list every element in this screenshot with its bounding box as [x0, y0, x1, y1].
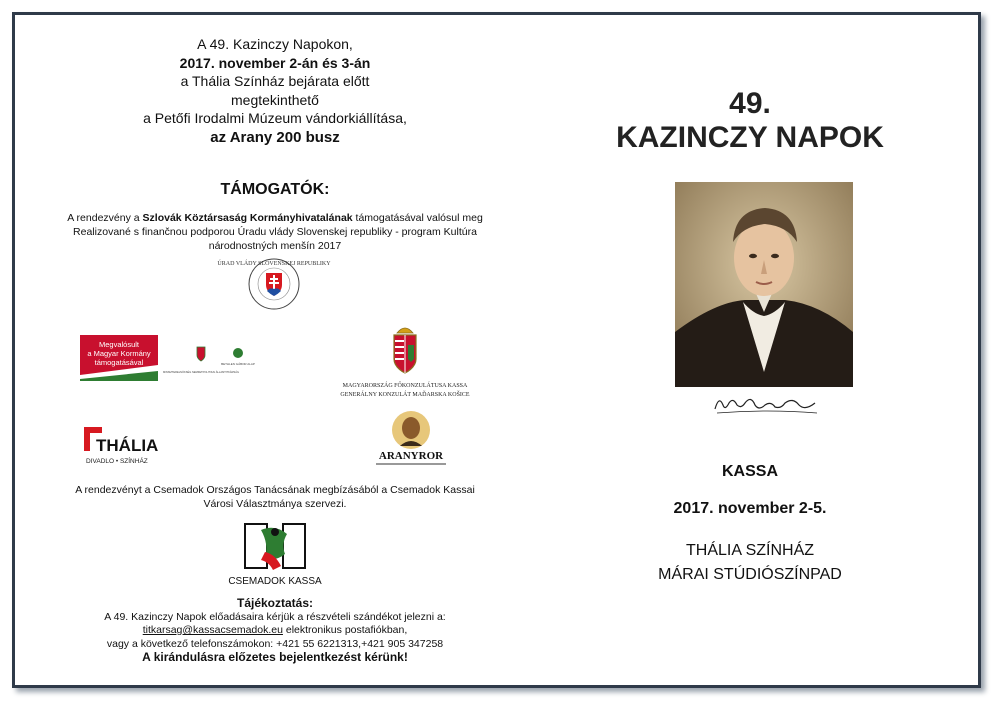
intro-block [40, 35, 510, 148]
aranyror-logo [370, 408, 452, 472]
support-text-a: A rendezvény a [67, 212, 143, 224]
thalia-sub: DIVADLO • SZÍNHÁZ [86, 458, 148, 465]
venue-thalia: THÁLIA SZÍNHÁZ [685, 542, 815, 559]
gov-fund: BETHLEN GÁBOR ALAP [221, 362, 255, 366]
info-line-2 [70, 624, 480, 638]
intro-line-2: 2017. november 2-án és 3-án [179, 54, 371, 71]
support-text-sk: Realizované s finančnou podporou Úradu vlády Slovenskej republiky - program Kultúra národnostných menšín 2017 [73, 226, 477, 252]
thalia-theatre-logo [82, 419, 182, 467]
sponsors-heading: TÁMOGATÓK: [220, 181, 330, 198]
aranyror-name: ARANYROR [378, 450, 444, 462]
event-dates: 2017. november 2-5. [673, 500, 827, 517]
support-text-c: támogatásával valósul meg [352, 212, 483, 224]
gov-line-2: a Magyar Kormány [87, 349, 151, 358]
intro-line-1: A 49. Kazinczy Napokon, [197, 36, 353, 52]
festival-title: KAZINCZY NAPOK [616, 121, 884, 154]
info-line-4: A kirándulásra előzetes bejelentkezést kérünk! [142, 650, 408, 664]
csemadok-logo [228, 518, 322, 590]
hungarian-coat-icon [197, 347, 205, 361]
brochure-frame [12, 12, 981, 688]
info-line-1: A 49. Kazinczy Napok előadásaira kérjük a részvételi szándékot jelezni a: [104, 610, 446, 623]
consulate-logo [325, 321, 485, 399]
gov-ministry: MINISZTERELNÖKSÉG NEMZETPOLITIKAI ÁLLAMTITKÁRSÁG [163, 371, 239, 374]
signature-image [711, 391, 821, 417]
gov-line-3: támogatásával [94, 358, 144, 367]
info-line-3: vagy a következő telefonszámokon: +421 55 6221313,+421 905 347258 [106, 637, 444, 650]
support-text-b: Szlovák Köztársaság Kormányhivatalának [142, 212, 353, 224]
support-text [48, 211, 502, 253]
intro-line-6: az Arany 200 busz [210, 128, 340, 146]
seal-caption: ÚRAD VLÁDY SLOVENSKEJ REPUBLIKY [217, 261, 331, 267]
intro-line-5: a Petőfi Irodalmi Múzeum vándorkiállítása, [143, 110, 407, 126]
city-name: KASSA [721, 463, 778, 480]
slovak-government-seal-icon [217, 258, 331, 310]
edition-number: 49. [729, 87, 771, 120]
consulate-line-1: MAGYARORSZÁG FŐKONZULÁTUSA KASSA [342, 383, 468, 389]
info-block [70, 597, 480, 665]
left-panel [40, 15, 510, 685]
crown-icon [397, 328, 413, 333]
info-line-2-rest: elektronikus postafiókban, [282, 624, 408, 636]
intro-line-4: megtekinthető [231, 91, 319, 108]
organizer-text: A rendezvényt a Csemadok Országos Tanácsának megbízásából a Csemadok Kassai Városi Választmánya szervezi. [75, 484, 475, 510]
consulate-line-2: GENERÁLNY KONZULÁT MAĎARSKA KOŠICE [340, 392, 470, 398]
cover-panel [525, 15, 975, 685]
hungarian-government-support-logo [80, 335, 255, 383]
kazinczy-portrait [675, 182, 853, 387]
thalia-name: THÁLIA [96, 436, 159, 455]
csemadok-name: CSEMADOK KASSA [228, 576, 322, 587]
venue-marai: MÁRAI STÚDIÓSZÍNPAD [658, 566, 842, 583]
bethlen-fund-icon [233, 348, 243, 358]
gov-line-1: Megvalósult [98, 340, 140, 349]
email-link[interactable]: titkarsag@kassacsemadok.eu [142, 624, 283, 636]
info-heading: Tájékoztatás: [236, 596, 314, 610]
intro-line-3: a Thália Színház bejárata előtt [180, 73, 370, 89]
